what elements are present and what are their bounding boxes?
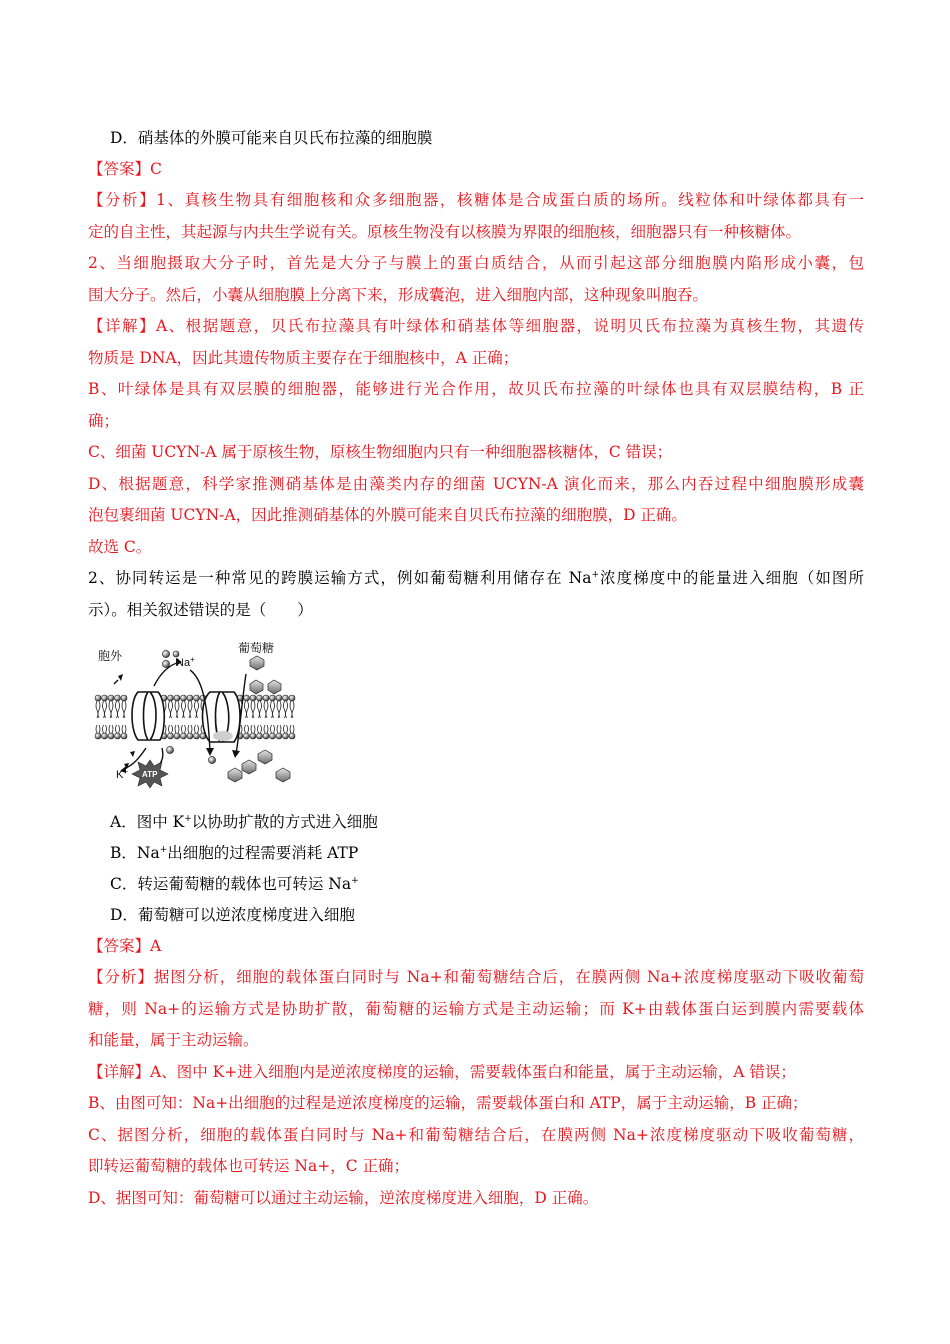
q2-detail-line-5: D、据图可知：葡萄糖可以通过主动运输，逆浓度梯度进入细胞，D 正确。 — [88, 1189, 599, 1207]
q2-detail-line-1 — [88, 1062, 796, 1082]
q1-detail-line-3: B、叶绿体是具有双层膜的细胞器，能够进行光合作用，故贝氏布拉藻的叶绿体也具有双层膜结构，B 正 — [88, 380, 864, 398]
superscript: + — [159, 845, 168, 855]
q2-option-c — [110, 874, 359, 894]
option-text: A．图中 K — [110, 813, 185, 831]
detail-text: A、根据题意，贝氏布拉藻具有叶绿体和硝基体等细胞器，说明贝氏布拉藻为真核生物，其遗传 — [155, 317, 864, 335]
q1-analysis-line-3: 2、当细胞摄取大分子时，首先是大分子与膜上的蛋白质结合，从而引起这部分细胞膜内陷形成小囊，包 — [88, 254, 864, 272]
option-text: 以协助扩散的方式进入细胞 — [191, 813, 378, 831]
label-atp: ATP — [142, 770, 158, 779]
q2-detail-line-2: B、由图可知：Na+出细胞的过程是逆浓度梯度的运输，需要载体蛋白和 ATP，属于主动运输，B 正确； — [88, 1094, 808, 1112]
detail-text: A、图中 K+进入细胞内是逆浓度梯度的运输，需要载体蛋白和能量，属于主动运输，A 错误； — [150, 1063, 796, 1081]
q2-option-d: D．葡萄糖可以逆浓度梯度进入细胞 — [110, 906, 355, 924]
k-channel-protein — [132, 692, 164, 740]
stem-text: 浓度梯度中的能量进入细胞（如图所 — [599, 569, 864, 587]
q1-detail-line-5: C、细菌 UCYN-A 属于原核生物，原核生物细胞内只有一种细胞器核糖体，C 错误； — [88, 443, 673, 461]
option-text: 出细胞的过程需要消耗 ATP — [167, 844, 359, 862]
q1-option-d: D．硝基体的外膜可能来自贝氏布拉藻的细胞膜 — [110, 129, 433, 147]
label-k: K+ — [116, 767, 129, 781]
analysis-tag: 【分析】 — [88, 968, 154, 986]
option-text: C．转运葡萄糖的载体也可转运 Na — [110, 875, 352, 893]
cotransport-diagram — [92, 640, 296, 790]
analysis-text: 1、真核生物具有细胞核和众多细胞器，核糖体是合成蛋白质的场所。线粒体和叶绿体都具有一 — [156, 191, 864, 209]
q2-analysis-line-3: 和能量，属于主动运输。 — [88, 1031, 259, 1049]
answer-value: A — [150, 937, 162, 955]
q1-conclusion: 故选 C。 — [88, 538, 152, 556]
analysis-text: 据图分析，细胞的载体蛋白同时与 Na+和葡萄糖结合后，在膜两侧 Na+浓度梯度驱动下吸收葡萄 — [153, 968, 864, 986]
q1-detail-line-1 — [88, 316, 864, 336]
q2-detail-line-3: C、据图分析，细胞的载体蛋白同时与 Na+和葡萄糖结合后，在膜两侧 Na+浓度梯度驱动下吸收葡萄糖， — [88, 1126, 864, 1144]
q1-analysis-line-1 — [88, 190, 864, 210]
q2-stem-line-1 — [88, 568, 864, 588]
detail-tag: 【详解】 — [88, 1063, 151, 1081]
label-na: Na+ — [176, 655, 195, 669]
q2-option-b — [110, 843, 358, 863]
q2-stem-line-2: 示）。相关叙述错误的是（ ） — [88, 601, 313, 619]
superscript: + — [351, 876, 359, 886]
answer-value: C — [150, 160, 162, 178]
label-outside: 胞外 — [98, 649, 123, 663]
superscript: + — [591, 570, 599, 580]
option-text: B．Na — [110, 844, 160, 862]
q1-detail-line-7: 泡包裹细菌 UCYN-A，因此推测硝基体的外膜可能来自贝氏布拉藻的细胞膜，D 正确。 — [88, 506, 687, 524]
q2-answer — [88, 936, 161, 956]
analysis-tag: 【分析】 — [88, 191, 157, 209]
q2-analysis-line-2: 糖，则 Na+的运输方式是协助扩散，葡萄糖的运输方式是主动运输；而 K+由载体蛋白运到膜内需要载体 — [88, 1000, 864, 1018]
detail-tag: 【详解】 — [88, 317, 156, 335]
q2-analysis-line-1 — [88, 967, 864, 987]
q2-detail-line-4: 即转运葡萄糖的载体也可转运 Na+，C 正确； — [88, 1157, 410, 1175]
lipid-bilayer — [95, 695, 295, 739]
superscript: + — [184, 814, 192, 824]
glucose-cotransporter — [203, 692, 241, 742]
q1-analysis-line-4: 围大分子。然后，小囊从细胞膜上分离下来，形成囊泡，进入细胞内部，这种现象叫胞吞。 — [88, 286, 709, 304]
answer-tag: 【答案】 — [88, 160, 151, 178]
stem-text: 2、协同转运是一种常见的跨膜运输方式，例如葡萄糖利用储存在 Na — [88, 569, 592, 587]
q1-detail-line-6: D、根据题意，科学家推测硝基体是由藻类内存的细菌 UCYN-A 演化而来，那么内吞过程中细胞膜形成囊 — [88, 475, 864, 493]
q1-answer — [88, 159, 162, 179]
answer-tag: 【答案】 — [88, 937, 151, 955]
q1-detail-line-4: 确； — [88, 412, 120, 430]
q1-detail-line-2: 物质是 DNA，因此其遗传物质主要存在于细胞核中，A 正确； — [88, 349, 519, 367]
label-glucose: 葡萄糖 — [238, 641, 275, 655]
q1-analysis-line-2: 定的自主性，其起源与内共生学说有关。原核生物没有以核膜为界限的细胞核，细胞器只有一种核糖体。 — [88, 223, 802, 241]
q2-option-a — [110, 812, 378, 832]
